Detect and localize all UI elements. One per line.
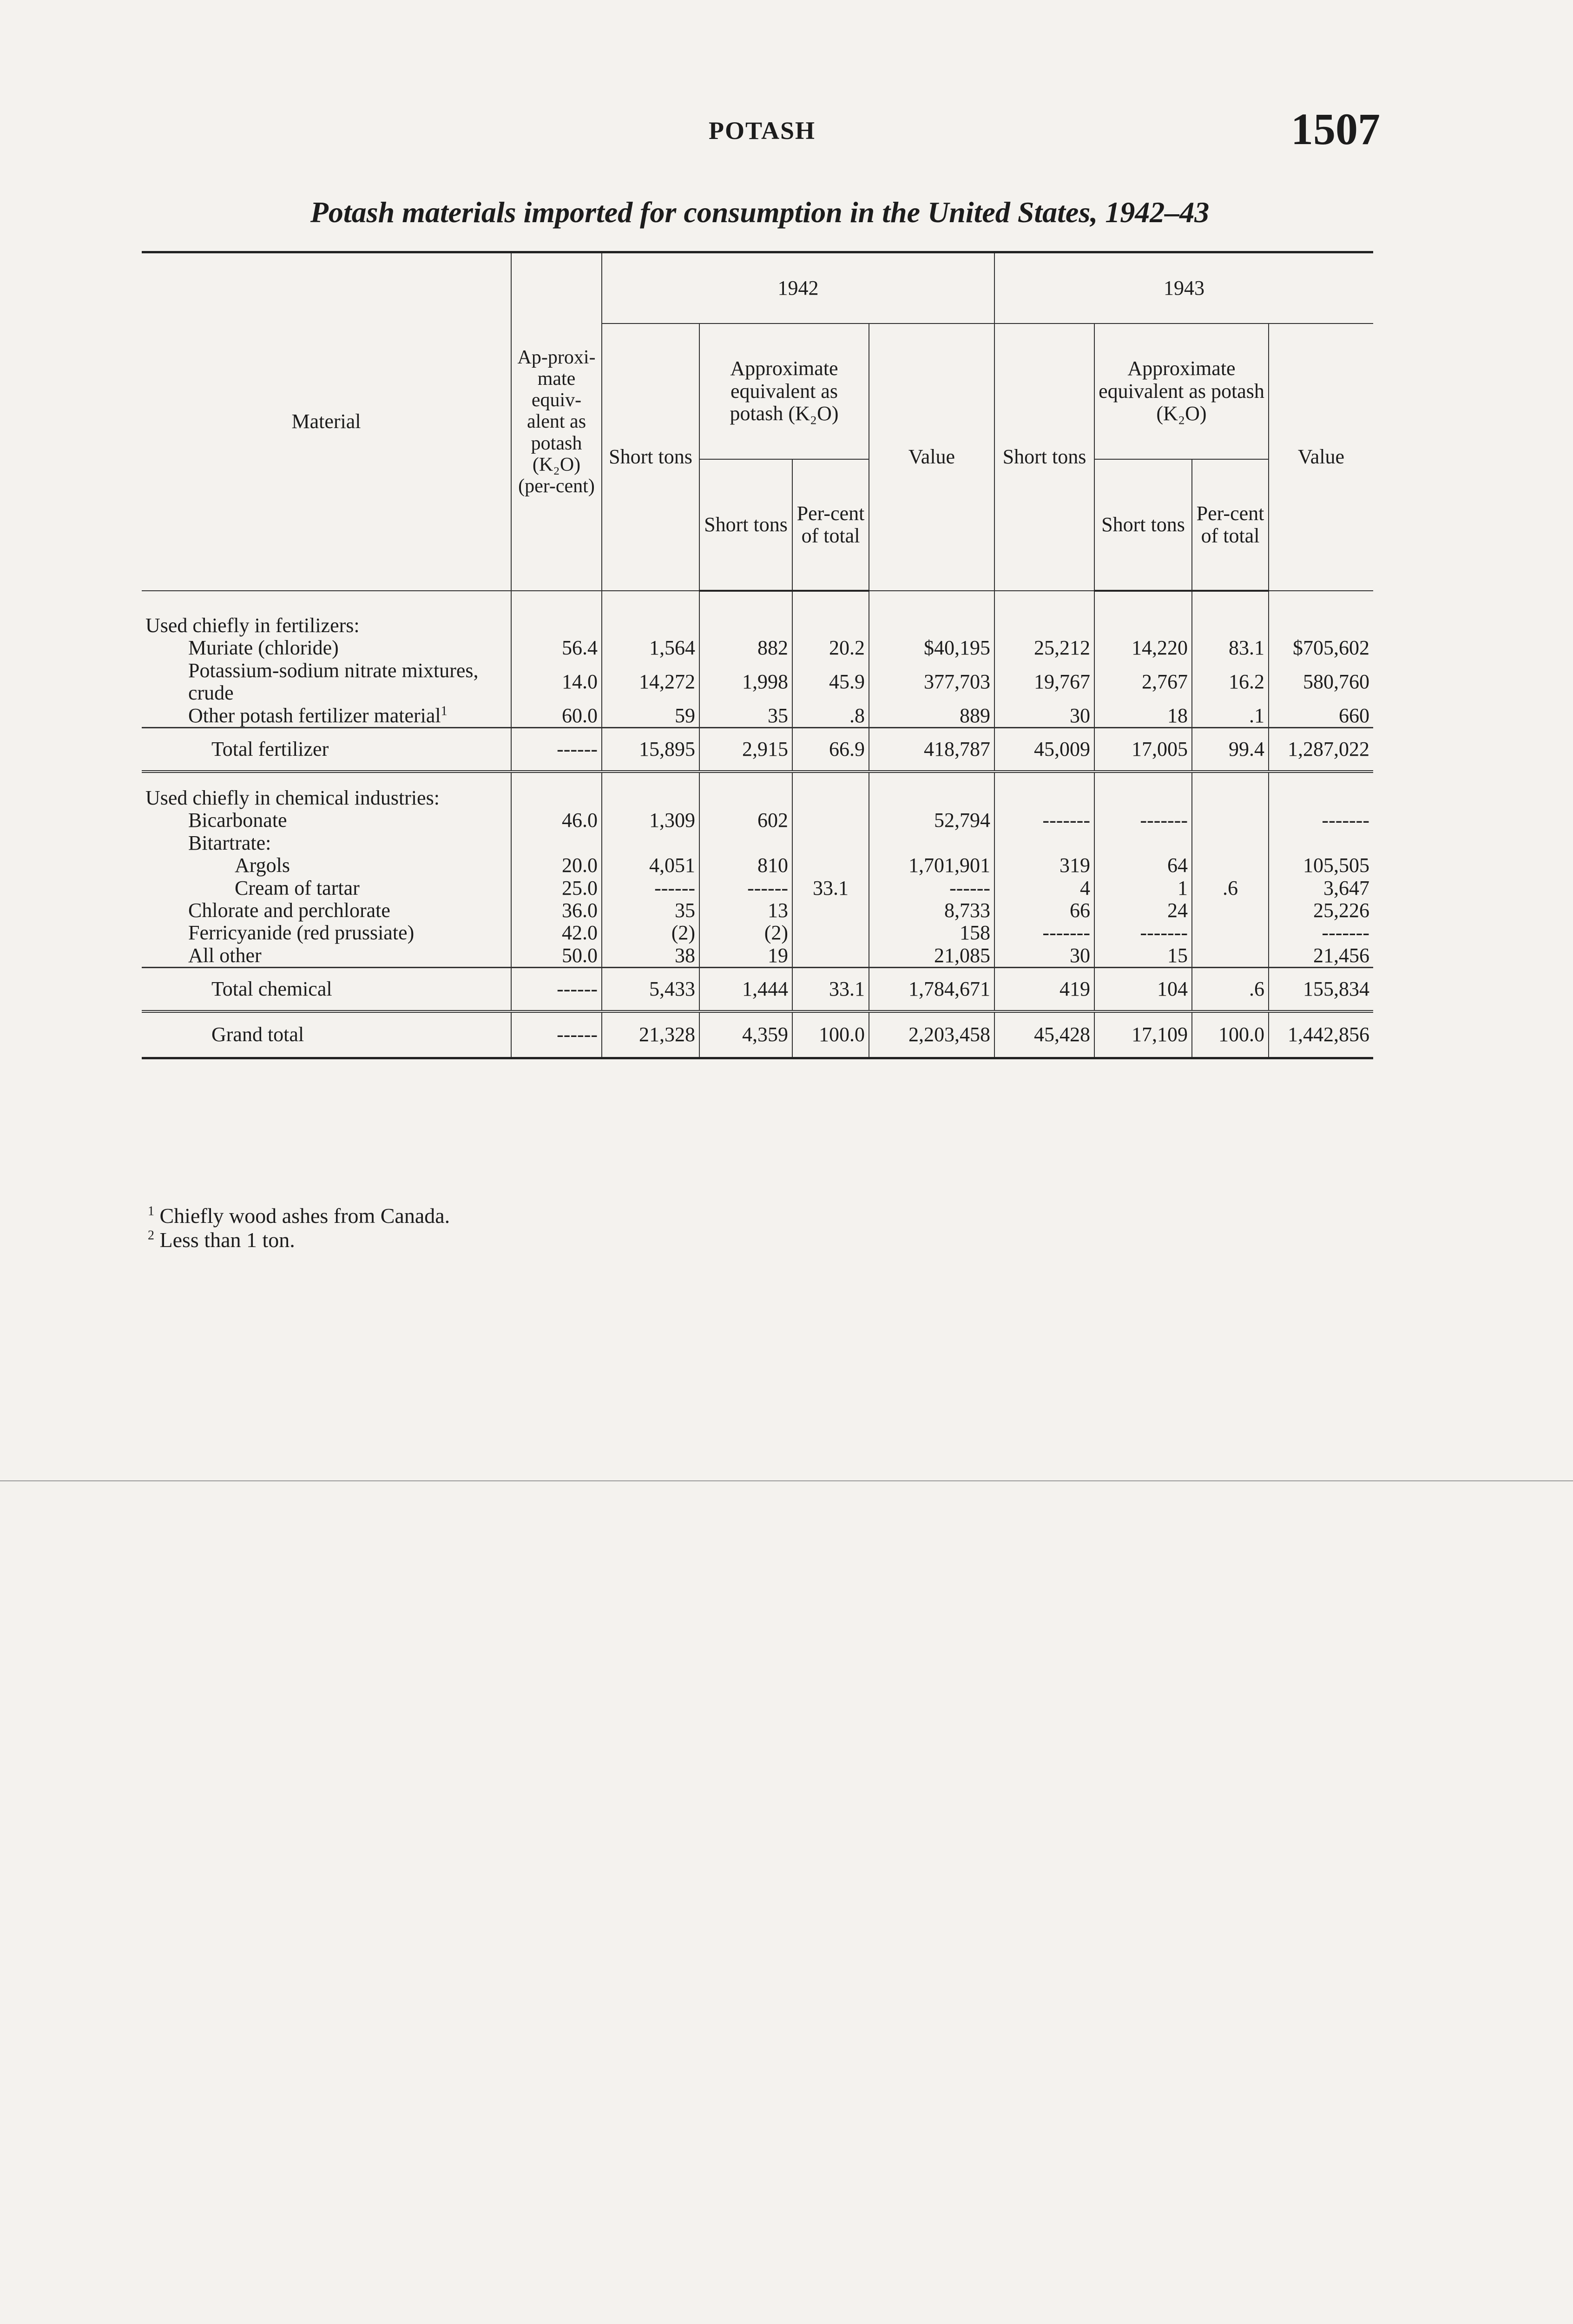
col-percent-1943: Per-cent of total (1192, 459, 1269, 591)
col-value-1943: Value (1269, 324, 1373, 591)
page-number: 1507 (1291, 104, 1380, 154)
col-value-1942: Value (869, 324, 994, 591)
col-k2o-percent: Ap-proxi-mate equiv-alent as potash (K₂O) (per-cent) (511, 252, 602, 591)
col-short-tons-1943: Short tons (994, 324, 1094, 591)
table-row: Cream of tartar 25.0 ------ ------ ------ 4 1 3,647 (142, 877, 1373, 899)
section-heading-fertilizer: Used chiefly in fertilizers: (145, 614, 360, 637)
table-row: Other potash fertilizer material$^1$ 60.0 59 35 .8 889 30 18 .1 660 (142, 705, 1373, 728)
grand-total-row: Grand total ------ 21,328 4,359 100.0 2,203,458 45,428 17,109 100.0 1,442,856 (142, 1011, 1373, 1058)
running-head: POTASH (708, 117, 816, 145)
import-table (142, 251, 1373, 1059)
total-row-chemical: Total chemical ------ 5,433 1,444 33.1 1,784,671 419 104 .6 155,834 (142, 968, 1373, 1012)
table-row: All other 50.0 38 19 21,085 30 15 21,456 (142, 944, 1373, 968)
table-caption: Potash materials imported for consumption in the United States, 1942–43 (310, 196, 1210, 229)
section-heading-chemical: Used chiefly in chemical industries: (145, 786, 440, 809)
table-row: Ferricyanide (red prussiate) 42.0 (2) (2) 158 ------- ------- ------- (142, 922, 1373, 944)
total-row-fertilizer: Total fertilizer ------ 15,895 2,915 66.9 418,787 45,009 17,005 99.4 1,287,022 (142, 727, 1373, 772)
col-year-1942: 1942 (602, 252, 994, 324)
page-divider-line (0, 1480, 1573, 1481)
material-name: Other potash fertilizer material (188, 704, 441, 727)
col-short-tons-1942: Short tons (602, 324, 699, 591)
footnote: $^2$ Less than 1 ton. (148, 1228, 295, 1252)
col-year-1943: 1943 (994, 252, 1373, 324)
col-percent-1942: Per-cent of total (792, 459, 869, 591)
table-row: Chlorate and perchlorate 36.0 35 13 8,733 66 24 25,226 (142, 899, 1373, 922)
col-approx-equiv-1942: Approximate equivalent as potash (K₂O) (699, 324, 869, 459)
table-row: Muriate (chloride) 56.4 1,564 882 20.2 $40,195 25,212 14,220 83.1 $705,602 (142, 637, 1373, 659)
col-k2o-tons-1943: Short tons (1094, 459, 1192, 591)
footnote-ref: 1 (441, 703, 448, 718)
col-approx-equiv-1943: Approximate equivalent as potash (K₂O) (1094, 324, 1269, 459)
footnote: $^1$ Chiefly wood ashes from Canada. (148, 1204, 450, 1228)
col-material: Material (142, 252, 511, 591)
footnotes (148, 1204, 450, 1252)
table-row: Bicarbonate 46.0 1,309 602 33.1 52,794 ------- ------- .6 ------- (142, 809, 1373, 832)
chemical-group-percent-1942: 33.1 (792, 809, 869, 967)
table-row: Bitartrate: (142, 832, 1373, 854)
chemical-group-percent-1943: .6 (1192, 809, 1269, 967)
table-row: Argols 20.0 4,051 810 1,701,901 319 64 105,505 (142, 854, 1373, 877)
col-k2o-tons-1942: Short tons (699, 459, 792, 591)
table-row: Potassium-sodium nitrate mixtures, crude 14.0 14,272 1,998 45.9 377,703 19,767 2,767 16.2 580,760 (142, 660, 1373, 705)
